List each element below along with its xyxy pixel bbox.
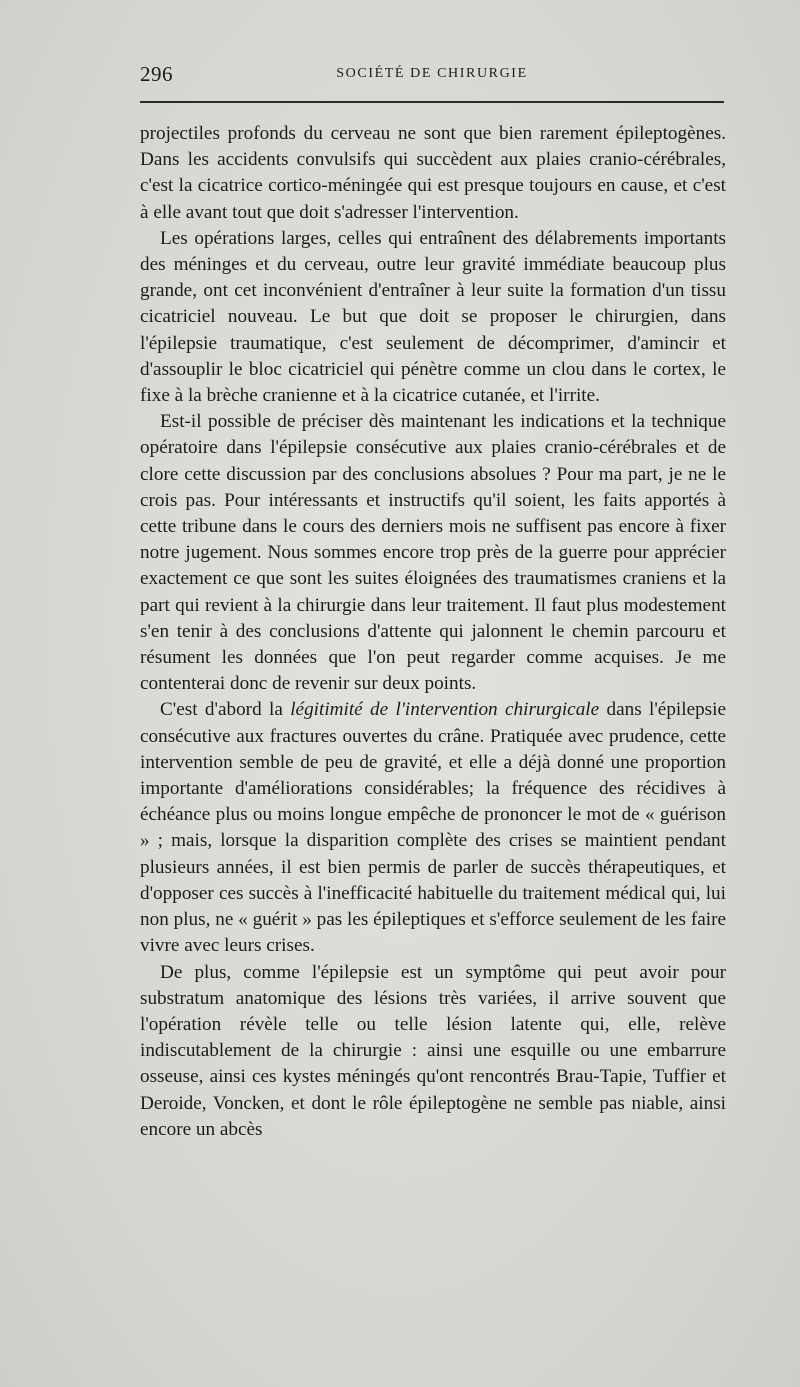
body-text (140, 121, 726, 1143)
paragraph-5: De plus, comme l'épilepsie est un symptôme qui peut avoir pour substratum anatomique des lésions très variées, il arrive souvent que l'opération révèle telle ou telle lésion latente qui, elle, relève indiscutablement de la chirurgie : ainsi une esquille ou une embarrure osseuse, ainsi ces kystes méningés qu'ont rencontrés Brau-Tapie, Tuffier et Deroide, Voncken, et dont le rôle épileptogène ne semble pas niable, ainsi encore un abcès (140, 961, 726, 1140)
paragraph-4 (140, 697, 726, 959)
header-rule (140, 101, 724, 103)
page-header (140, 62, 724, 90)
paragraph-4-after: dans l'épilepsie consécutive aux fractures ouvertes du crâne. Pratiquée avec prudence, cette intervention semble de peu de gravité, et elle a déjà donné une proportion importante d'améliorations considérables; la fréquence des récidives à échéance plus ou moins longue empêche de prononcer le mot de « guérison » ; mais, lorsque la disparition complète des crises se maintient pendant plusieurs années, il est bien permis de parler de succès thérapeutiques, et d'opposer ces succès à l'inefficacité habituelle du traitement médical qui, lui non plus, ne « guérit » pas les épileptiques et s'efforce seulement de les faire vivre avec leurs crises. (140, 699, 726, 957)
paragraph-4-italic-phrase: légitimité de l'intervention chirurgicale (290, 699, 600, 721)
paragraph-3: Est-il possible de préciser dès maintenant les indications et la technique opératoire dans l'épilepsie consécutive aux plaies cranio-cérébrales et de clore cette discussion par des conclusions absolues ? Pour ma part, je ne le crois pas. Pour intéressants et instructifs qu'il soient, les faits apportés à cette tribune dans le cours des derniers mois ne suffisent pas encore à fixer notre jugement. Nous sommes encore trop près de la guerre pour apprécier exactement ce que sont les suites éloignées des traumatismes craniens et la part qui revient à la chirurgie dans leur traitement. Il faut plus modestement s'en tenir à des conclusions d'attente qui jalonnent le chemin parcouru et résument les données que l'on peut regarder comme acquises. Je me contenterai donc de revenir sur deux points. (140, 411, 726, 695)
paragraph-2: Les opérations larges, celles qui entraînent des délabrements importants des méninges et du cerveau, outre leur gravité immédiate beaucoup plus grande, ont cet inconvénient d'entraîner à leur suite la formation d'un tissu cicatriciel nouveau. Le but que doit se proposer le chirurgien, dans l'épilepsie traumatique, c'est seulement de décomprimer, d'amincir et d'assouplir le bloc cicatriciel qui pénètre comme un clou dans le cortex, le fixe à la brèche cranienne et à la cicatrice cutanée, et l'irrite. (140, 227, 726, 407)
running-head: SOCIÉTÉ DE CHIRURGIE (336, 66, 528, 81)
page-number: 296 (140, 62, 173, 86)
paragraph-4-before: C'est d'abord la (160, 699, 291, 721)
paragraph-1: projectiles profonds du cerveau ne sont que bien rarement épileptogènes. Dans les accidents convulsifs qui succèdent aux plaies cranio-cérébrales, c'est la cicatrice cortico-méningée qui est presque toujours en cause, et c'est à elle avant tout que doit s'adresser l'intervention. (140, 123, 726, 223)
